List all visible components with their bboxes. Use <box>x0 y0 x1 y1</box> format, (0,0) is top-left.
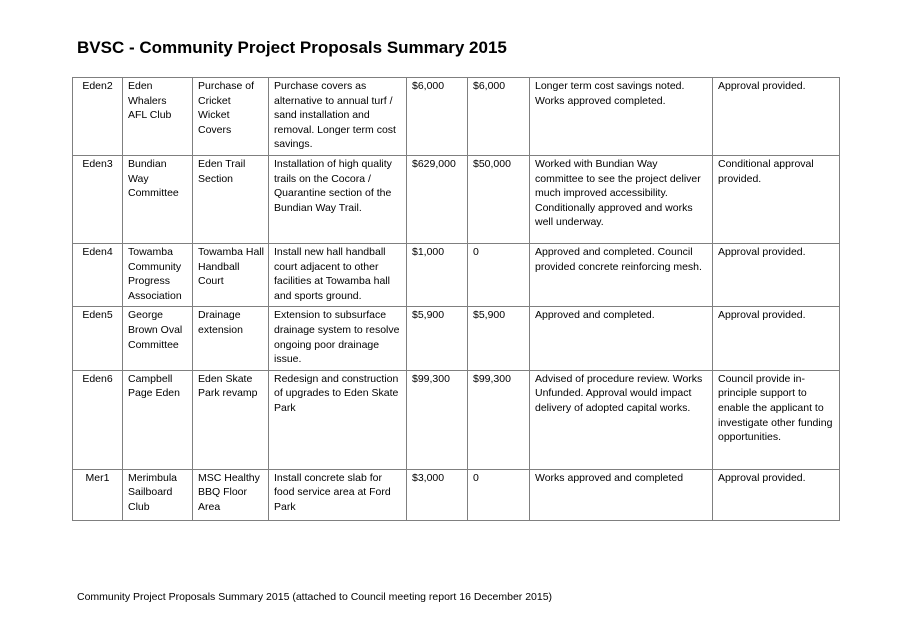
applicant-cell: Towamba Community Progress Association <box>123 243 193 306</box>
requested-cell: $99,300 <box>468 370 530 469</box>
applicant-cell: Eden Whalers AFL Club <box>123 78 193 156</box>
project-cell: Drainage extension <box>193 307 269 370</box>
project-id-cell: Eden5 <box>73 307 123 370</box>
project-id-cell: Mer1 <box>73 469 123 520</box>
total-cost-cell: $3,000 <box>407 469 468 520</box>
recommendation-cell: Approval provided. <box>713 469 840 520</box>
requested-cell: $50,000 <box>468 155 530 243</box>
requested-cell: 0 <box>468 243 530 306</box>
project-id-cell: Eden2 <box>73 78 123 156</box>
description-cell: Installation of high quality trails on the Cocora / Quarantine section of the Bundian Way Trail. <box>269 155 407 243</box>
applicant-cell: Merimbula Sailboard Club <box>123 469 193 520</box>
project-cell: Eden Trail Section <box>193 155 269 243</box>
total-cost-cell: $1,000 <box>407 243 468 306</box>
project-cell: MSC Healthy BBQ Floor Area <box>193 469 269 520</box>
description-cell: Install new hall handball court adjacent to other facilities at Towamba hall and sports ground. <box>269 243 407 306</box>
requested-cell: 0 <box>468 469 530 520</box>
recommendation-cell: Council provide in-principle support to enable the applicant to investigate other funding opportunities. <box>713 370 840 469</box>
project-cell: Towamba Hall Handball Court <box>193 243 269 306</box>
applicant-cell: Campbell Page Eden <box>123 370 193 469</box>
description-cell: Install concrete slab for food service area at Ford Park <box>269 469 407 520</box>
description-cell: Purchase covers as alternative to annual turf / sand installation and removal. Longer term cost savings. <box>269 78 407 156</box>
total-cost-cell: $99,300 <box>407 370 468 469</box>
project-id-cell: Eden4 <box>73 243 123 306</box>
total-cost-cell: $6,000 <box>407 78 468 156</box>
comments-cell: Works approved and completed <box>530 469 713 520</box>
recommendation-cell: Approval provided. <box>713 78 840 156</box>
page-footer: Community Project Proposals Summary 2015 (attached to Council meeting report 16 December 2015) <box>77 591 553 603</box>
table-row <box>73 307 840 370</box>
total-cost-cell: $629,000 <box>407 155 468 243</box>
requested-cell: $5,900 <box>468 307 530 370</box>
applicant-cell: Bundian Way Committee <box>123 155 193 243</box>
table-row <box>73 243 840 306</box>
description-cell: Extension to subsurface drainage system to resolve ongoing poor drainage issue. <box>269 307 407 370</box>
requested-cell: $6,000 <box>468 78 530 156</box>
project-cell: Eden Skate Park revamp <box>193 370 269 469</box>
project-id-cell: Eden6 <box>73 370 123 469</box>
project-id-cell: Eden3 <box>73 155 123 243</box>
table-row <box>73 78 840 156</box>
table-row <box>73 370 840 469</box>
project-cell: Purchase of Cricket Wicket Covers <box>193 78 269 156</box>
recommendation-cell: Approval provided. <box>713 243 840 306</box>
recommendation-cell: Approval provided. <box>713 307 840 370</box>
table-row <box>73 469 840 520</box>
comments-cell: Longer term cost savings noted. Works approved completed. <box>530 78 713 156</box>
table-row <box>73 155 840 243</box>
recommendation-cell: Conditional approval provided. <box>713 155 840 243</box>
comments-cell: Worked with Bundian Way committee to see the project deliver much improved accessibility. Conditionally approved and works well underway. <box>530 155 713 243</box>
document-title: BVSC - Community Project Proposals Summary 2015 <box>77 38 507 57</box>
proposals-table <box>72 77 840 521</box>
total-cost-cell: $5,900 <box>407 307 468 370</box>
comments-cell: Advised of procedure review. Works Unfunded. Approval would impact delivery of adopted capital works. <box>530 370 713 469</box>
comments-cell: Approved and completed. <box>530 307 713 370</box>
description-cell: Redesign and construction of upgrades to Eden Skate Park <box>269 370 407 469</box>
comments-cell: Approved and completed. Council provided concrete reinforcing mesh. <box>530 243 713 306</box>
applicant-cell: George Brown Oval Committee <box>123 307 193 370</box>
